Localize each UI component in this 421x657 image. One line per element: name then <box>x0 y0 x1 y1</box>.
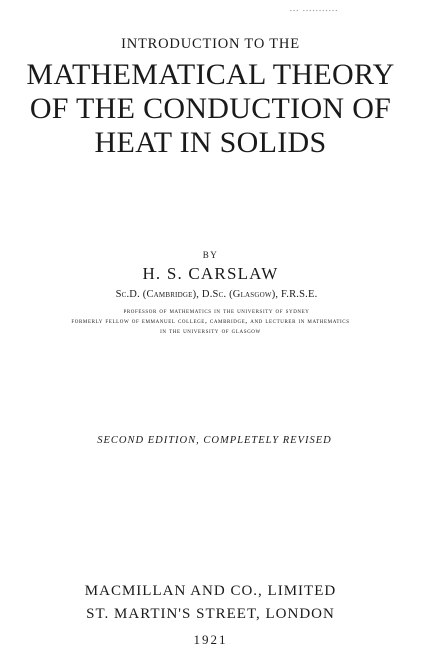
author-position-1: professor of mathematics in the university of sydney <box>123 306 310 315</box>
publication-year: 1921 <box>193 632 228 647</box>
title-line-1: MATHEMATICAL THEORY <box>26 58 395 91</box>
publisher-address: ST. MARTIN'S STREET, LONDON <box>86 606 335 622</box>
edition-note: SECOND EDITION, COMPLETELY REVISED <box>97 435 332 446</box>
title-line-3: HEAT IN SOLIDS <box>94 126 327 159</box>
by-label: BY <box>202 250 219 260</box>
author-degrees: Sc.D. (Cambridge), D.Sc. (Glasgow), F.R.S.E. <box>115 289 318 300</box>
pre-title: INTRODUCTION TO THE <box>121 36 300 52</box>
title-line-2: OF THE CONDUCTION OF <box>29 92 392 125</box>
author-name: H. S. CARSLAW <box>142 264 279 283</box>
author-position-2: formerly fellow of emmanuel college, cambridge, and lecturer in mathematics <box>71 316 350 325</box>
author-position-3: in the university of glasgow <box>160 326 261 335</box>
publisher: MACMILLAN AND CO., LIMITED <box>84 583 337 599</box>
handwritten-signature: ... ........... <box>289 2 340 14</box>
